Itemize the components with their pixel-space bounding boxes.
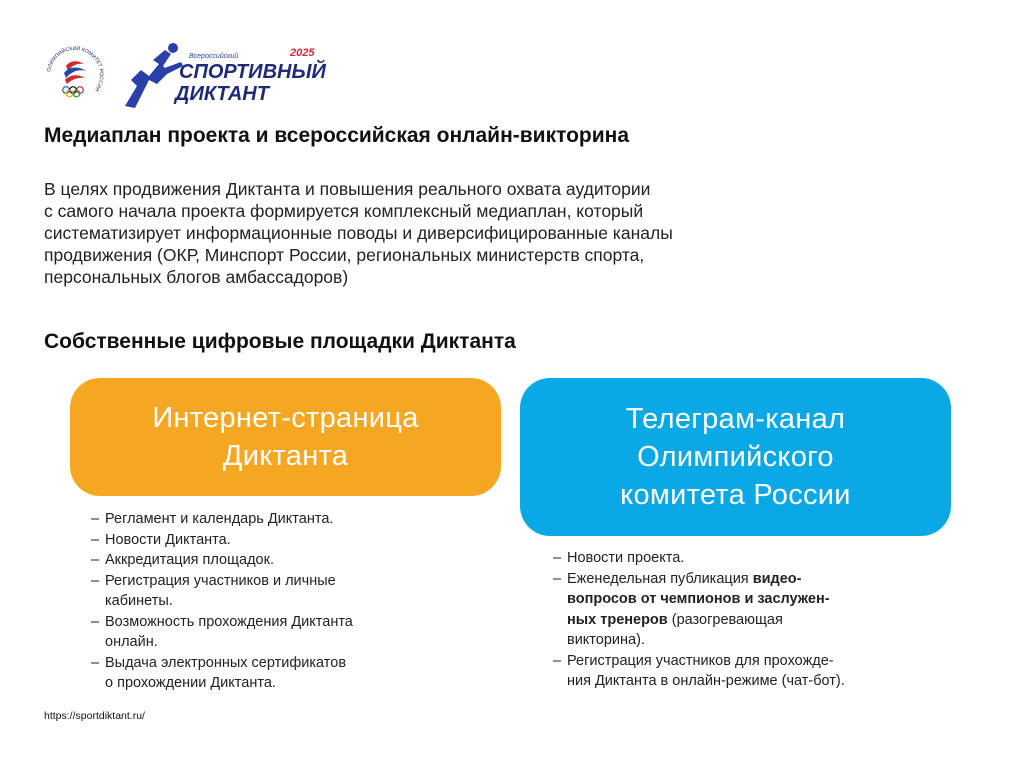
dash: – xyxy=(553,570,562,587)
list-item-text: Регламент и календарь Диктанта. xyxy=(105,511,334,527)
list-item-text: Возможность прохождения Диктанта xyxy=(105,613,353,630)
list-item-text: кабинеты. xyxy=(105,593,173,609)
olympic-committee-logo xyxy=(44,44,106,106)
footer-url-link[interactable]: https://sportdiktant.ru/ xyxy=(44,710,145,722)
diktant-line1: СПОРТИВНЫЙ xyxy=(179,61,326,83)
list-item xyxy=(553,548,933,569)
intro-paragraph xyxy=(44,178,864,288)
list-item xyxy=(91,509,451,530)
website-card-title-line: Диктанта xyxy=(222,440,349,472)
list-item-text: Регистрация участников и личные xyxy=(105,572,336,589)
telegram-card-title-line: комитета России xyxy=(620,479,851,511)
list-item-bold: видео- xyxy=(752,570,802,587)
list-item-bold: вопросов от чемпионов и заслужен- xyxy=(567,591,830,607)
list-item-text: Выдача электронных сертификатов xyxy=(105,654,347,671)
list-item-text: Регистрация участников для прохожде- xyxy=(567,652,834,669)
intro-line: персональных блогов амбассадоров) xyxy=(44,267,349,287)
list-item xyxy=(553,569,933,651)
list-item-text: (разогревающая xyxy=(667,611,783,628)
list-item-text: о прохождении Диктанта. xyxy=(105,675,276,691)
telegram-card-title-line: Олимпийского xyxy=(637,441,834,473)
telegram-card xyxy=(520,378,951,536)
telegram-card-title-line: Телеграм-канал xyxy=(625,403,846,435)
dash: – xyxy=(91,511,100,527)
header-logos xyxy=(44,40,344,110)
diktant-small-label: Всероссийский xyxy=(189,53,239,60)
list-item xyxy=(91,612,451,653)
list-item-text: Новости проекта. xyxy=(567,550,685,566)
dash: – xyxy=(91,552,100,568)
list-item xyxy=(91,653,451,694)
list-item xyxy=(91,530,451,551)
list-item-text: Аккредитация площадок. xyxy=(105,552,274,568)
dash: – xyxy=(91,654,100,671)
list-item-text: онлайн. xyxy=(105,634,158,650)
website-card-title-line: Интернет-страница xyxy=(152,402,419,434)
list-item-text: Новости Диктанта. xyxy=(105,531,231,548)
diktant-line2: ДИКТАНТ xyxy=(175,83,269,105)
dash: – xyxy=(91,531,100,548)
dash: – xyxy=(91,613,100,630)
section-title: Собственные цифровые площадки Диктанта xyxy=(44,330,516,353)
dash: – xyxy=(553,550,562,566)
sport-diktant-logo xyxy=(119,40,349,110)
website-features-list xyxy=(91,509,451,694)
intro-line: В целях продвижения Диктанта и повышения реального охвата аудитории xyxy=(44,179,651,199)
list-item-text: викторина). xyxy=(567,632,645,648)
dash: – xyxy=(553,652,562,669)
intro-line: систематизирует информационные поводы и диверсифицированные каналы xyxy=(44,223,673,243)
dash: – xyxy=(91,572,100,589)
list-item-text: Еженедельная публикация xyxy=(567,570,753,587)
page-title: Медиаплан проекта и всероссийская онлайн-викторина xyxy=(44,124,630,147)
website-card xyxy=(70,378,501,496)
list-item-text: ния Диктанта в онлайн-режиме (чат-бот). xyxy=(567,673,845,689)
okr-ring-text: ОЛИМПИЙСКИЙ КОМИТЕТ РОССИИ xyxy=(46,45,105,93)
intro-line: продвижения (ОКР, Минспорт России, региональных министерств спорта, xyxy=(44,245,645,265)
list-item xyxy=(553,651,933,692)
list-item xyxy=(91,550,451,571)
list-item xyxy=(91,571,451,612)
list-item-bold: ных тренеров xyxy=(567,611,668,628)
telegram-features-list xyxy=(553,548,933,692)
intro-line: с самого начала проекта формируется комплексный медиаплан, который xyxy=(44,201,644,221)
diktant-year: 2025 xyxy=(290,47,315,59)
